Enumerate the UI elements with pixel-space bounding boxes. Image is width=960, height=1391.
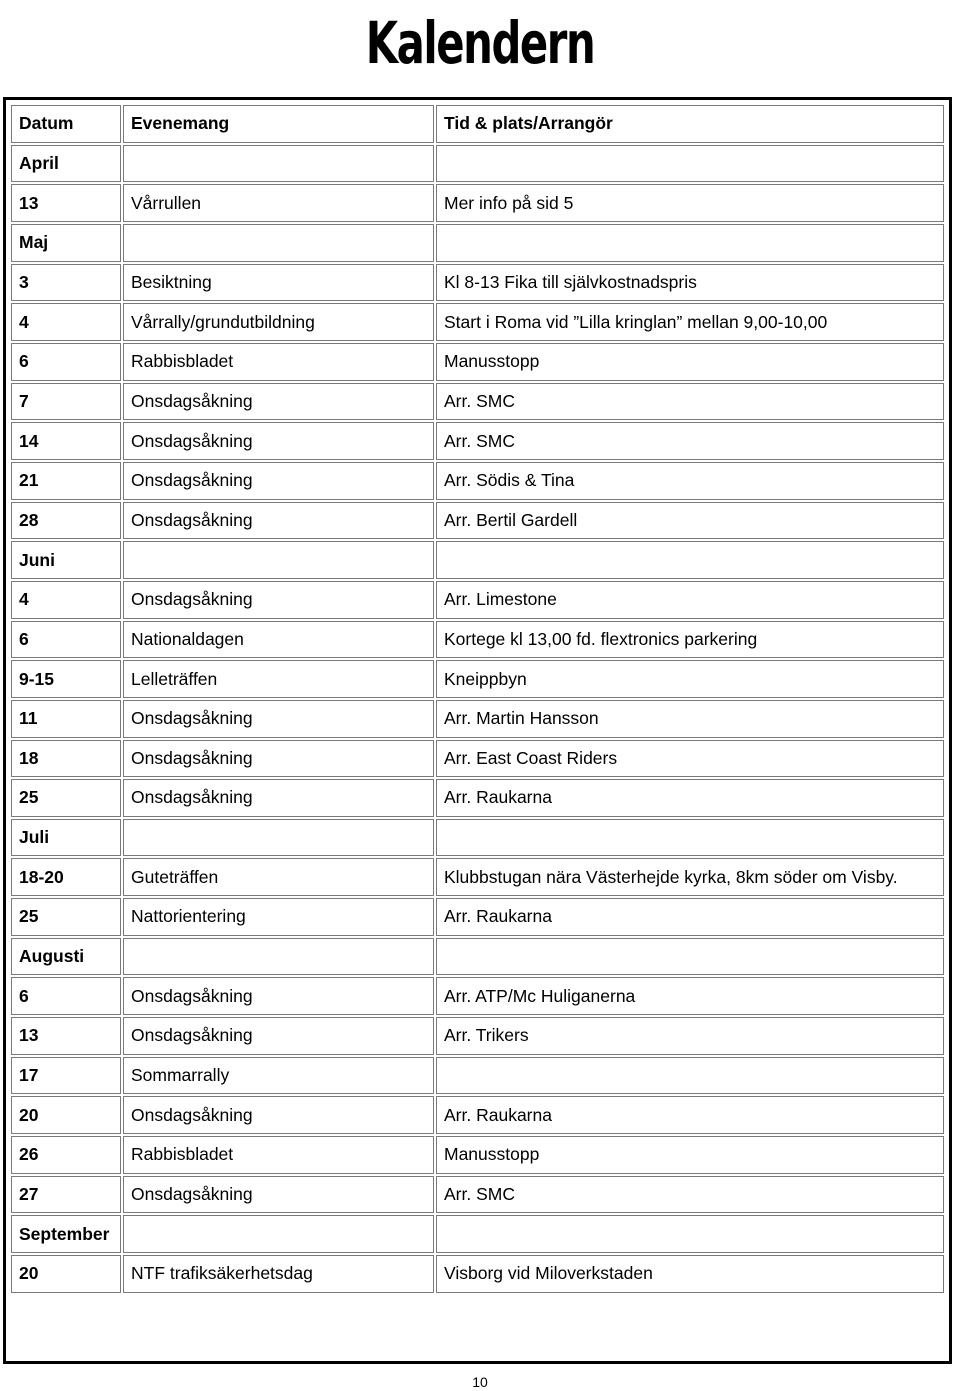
event-name: Onsdagsåkning [123,422,434,460]
event-row [11,621,944,659]
event-name: Onsdagsåkning [123,779,434,817]
event-date: 14 [11,422,121,460]
event-name: Besiktning [123,264,434,302]
event-info: Arr. Raukarna [436,898,944,936]
event-info: Manusstopp [436,1136,944,1174]
event-info: Arr. Bertil Gardell [436,502,944,540]
event-row [11,1255,944,1293]
event-date: 3 [11,264,121,302]
event-date: 20 [11,1255,121,1293]
event-date: 27 [11,1176,121,1214]
month-label: Augusti [11,938,121,976]
event-row [11,264,944,302]
event-date: 28 [11,502,121,540]
event-info: Arr. SMC [436,1176,944,1214]
event-name: NTF trafiksäkerhetsdag [123,1255,434,1293]
event-name: Nattorientering [123,898,434,936]
header-event: Evenemang [123,105,434,143]
month-label: September [11,1215,121,1253]
empty-cell [436,938,944,976]
month-row [11,224,944,262]
event-date: 6 [11,977,121,1015]
event-info: Visborg vid Miloverkstaden [436,1255,944,1293]
event-date: 26 [11,1136,121,1174]
calendar-table [9,103,946,1295]
event-info: Arr. SMC [436,422,944,460]
event-name: Lelleträffen [123,660,434,698]
event-row [11,502,944,540]
event-info: Arr. Raukarna [436,1096,944,1134]
event-row [11,779,944,817]
event-info: Arr. Raukarna [436,779,944,817]
event-row [11,383,944,421]
event-info: Arr. East Coast Riders [436,740,944,778]
event-row [11,660,944,698]
event-info: Mer info på sid 5 [436,184,944,222]
event-name: Onsdagsåkning [123,700,434,738]
month-label: Juni [11,541,121,579]
event-info: Manusstopp [436,343,944,381]
empty-cell [436,819,944,857]
event-name: Onsdagsåkning [123,581,434,619]
event-date: 13 [11,1017,121,1055]
event-name: Nationaldagen [123,621,434,659]
header-row [11,105,944,143]
event-name: Onsdagsåkning [123,977,434,1015]
event-date: 18-20 [11,858,121,896]
event-info: Kl 8-13 Fika till självkostnadspris [436,264,944,302]
event-info: Arr. Södis & Tina [436,462,944,500]
event-row [11,1017,944,1055]
header-date: Datum [11,105,121,143]
event-row [11,858,944,896]
event-date: 4 [11,303,121,341]
empty-cell [436,224,944,262]
event-name: Onsdagsåkning [123,383,434,421]
event-date: 20 [11,1096,121,1134]
event-info: Arr. SMC [436,383,944,421]
event-info: Arr. ATP/Mc Huliganerna [436,977,944,1015]
month-label: April [11,145,121,183]
event-name: Onsdagsåkning [123,1096,434,1134]
event-row [11,700,944,738]
event-name: Sommarrally [123,1057,434,1095]
event-row [11,422,944,460]
header-time-place: Tid & plats/Arrangör [436,105,944,143]
event-row [11,740,944,778]
event-row [11,977,944,1015]
event-date: 4 [11,581,121,619]
event-name: Onsdagsåkning [123,1176,434,1214]
event-name: Onsdagsåkning [123,740,434,778]
event-info: Kneippbyn [436,660,944,698]
empty-cell [436,145,944,183]
event-info: Arr. Trikers [436,1017,944,1055]
month-label: Maj [11,224,121,262]
event-name: Guteträffen [123,858,434,896]
page-title: Kalendern [365,9,595,77]
event-row [11,581,944,619]
event-row [11,462,944,500]
event-row [11,1136,944,1174]
event-name: Vårrullen [123,184,434,222]
month-label: Juli [11,819,121,857]
event-date: 13 [11,184,121,222]
event-info: Start i Roma vid ”Lilla kringlan” mellan 9,00-10,00 [436,303,944,341]
empty-cell [123,819,434,857]
event-info: Arr. Martin Hansson [436,700,944,738]
event-info: Kortege kl 13,00 fd. flextronics parkering [436,621,944,659]
month-row [11,541,944,579]
event-date: 7 [11,383,121,421]
event-row [11,303,944,341]
event-info: Arr. Limestone [436,581,944,619]
event-info [436,1057,944,1095]
event-name: Onsdagsåkning [123,1017,434,1055]
empty-cell [123,541,434,579]
month-row [11,1215,944,1253]
event-name: Vårrally/grundutbildning [123,303,434,341]
empty-cell [436,541,944,579]
event-date: 9-15 [11,660,121,698]
event-row [11,184,944,222]
event-date: 6 [11,343,121,381]
event-date: 25 [11,779,121,817]
month-row [11,145,944,183]
month-row [11,819,944,857]
event-date: 6 [11,621,121,659]
event-row [11,898,944,936]
empty-cell [123,938,434,976]
page-number: 10 [472,1374,488,1390]
event-name: Rabbisbladet [123,1136,434,1174]
event-date: 21 [11,462,121,500]
event-row [11,343,944,381]
event-name: Onsdagsåkning [123,502,434,540]
event-row [11,1176,944,1214]
event-info: Klubbstugan nära Västerhejde kyrka, 8km söder om Visby. [436,858,944,896]
empty-cell [123,1215,434,1253]
empty-cell [123,145,434,183]
empty-cell [436,1215,944,1253]
event-date: 25 [11,898,121,936]
event-date: 17 [11,1057,121,1095]
calendar-body [11,145,944,1293]
event-name: Rabbisbladet [123,343,434,381]
event-name: Onsdagsåkning [123,462,434,500]
event-row [11,1057,944,1095]
event-row [11,1096,944,1134]
event-date: 18 [11,740,121,778]
empty-cell [123,224,434,262]
event-date: 11 [11,700,121,738]
month-row [11,938,944,976]
